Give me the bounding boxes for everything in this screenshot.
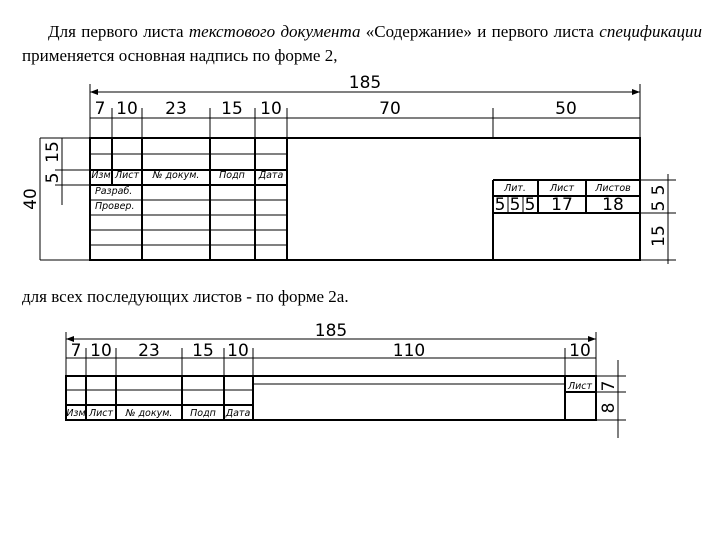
- dim-height-8: 8: [599, 402, 619, 414]
- title-block-form-2a: [0, 320, 720, 450]
- header-izm: Изм: [91, 170, 111, 181]
- title-block-form-2: [0, 70, 720, 270]
- dim-height-5: 5: [43, 172, 63, 184]
- text-part: применяется основная надпись по форме 2,: [22, 46, 338, 65]
- dim-right-5a: 5: [649, 184, 669, 196]
- dim-col-3: 23: [138, 341, 160, 361]
- dim-col-3: 23: [165, 99, 187, 119]
- header-signature: Подп: [190, 408, 216, 419]
- dim-stamp-2: 5: [509, 195, 521, 215]
- stamp-header-lit: Лит.: [504, 183, 526, 194]
- paragraph-form2-intro: [22, 20, 702, 68]
- header-date: Дата: [258, 170, 284, 181]
- dim-stamp-4: 17: [551, 195, 573, 215]
- row-label-checked: Провер.: [95, 201, 135, 212]
- header-signature: Подп: [219, 170, 245, 181]
- dim-col-1: 7: [70, 341, 82, 361]
- dim-col-2: 10: [90, 341, 112, 361]
- header-list: Лист: [88, 408, 114, 419]
- text-part: «Содержание» и первого листа: [360, 22, 600, 41]
- header-doc-number: № докум.: [152, 170, 200, 181]
- text-italic: спецификации: [599, 22, 702, 41]
- stamp-header-sheets: Листов: [595, 183, 631, 194]
- dim-col-7: 10: [569, 341, 591, 361]
- dim-stamp-1: 5: [494, 195, 506, 215]
- dim-col-6: 70: [379, 99, 401, 119]
- dim-height-total: 40: [21, 188, 41, 210]
- dim-stamp-3: 5: [524, 195, 536, 215]
- dim-total-width: 185: [348, 73, 382, 93]
- paragraph-form2a-intro: для всех последующих листов - по форме 2а.: [22, 287, 349, 306]
- header-list: Лист: [114, 170, 140, 181]
- stamp-header-sheet: Лист: [549, 183, 575, 194]
- text-part: Для первого листа: [48, 22, 189, 41]
- dim-height-7: 7: [599, 380, 619, 392]
- dim-col-7: 50: [555, 99, 577, 119]
- dim-height-15: 15: [43, 141, 63, 163]
- dim-col-4: 15: [192, 341, 214, 361]
- dim-right-5b: 5: [649, 200, 669, 212]
- header-izm: Изм: [66, 408, 86, 419]
- dim-col-1: 7: [94, 99, 106, 119]
- dim-stamp-5: 18: [602, 195, 624, 215]
- text-italic: текстового документа: [188, 22, 361, 41]
- dim-col-6: 110: [392, 341, 426, 361]
- dim-col-2: 10: [116, 99, 138, 119]
- dim-col-5: 10: [227, 341, 249, 361]
- dim-col-4: 15: [221, 99, 243, 119]
- row-label-developed: Разраб.: [95, 186, 133, 197]
- dim-col-5: 10: [260, 99, 282, 119]
- dim-total-width: 185: [314, 321, 348, 341]
- dim-right-15: 15: [649, 225, 669, 247]
- header-doc-number: № докум.: [125, 408, 173, 419]
- header-date: Дата: [225, 408, 251, 419]
- sheet-label: Лист: [567, 381, 593, 392]
